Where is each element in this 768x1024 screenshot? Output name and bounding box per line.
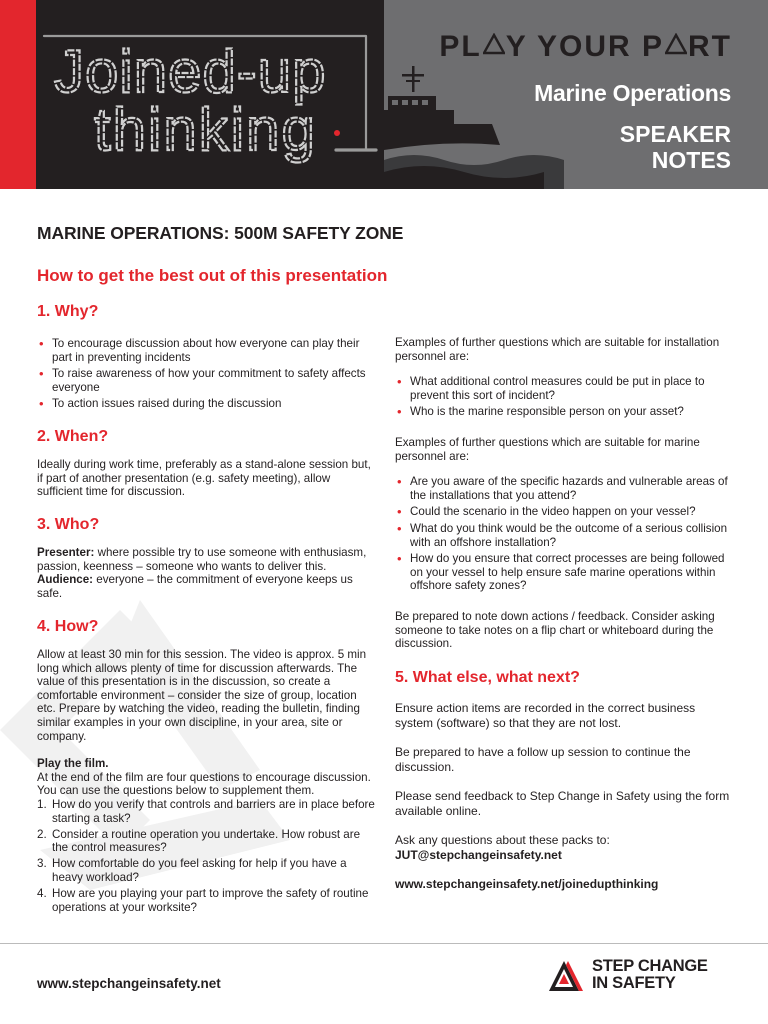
logo-lettering: [54, 38, 327, 163]
list-item: • To raise awareness of how your commitment to safety affects everyone: [39, 366, 366, 394]
bullet-icon: •: [39, 366, 44, 382]
bullet-icon: •: [397, 504, 402, 520]
speaker-notes-label-line2: NOTES: [651, 147, 731, 173]
campaign-title-part3: RT: [688, 30, 732, 63]
joined-up-thinking-logo-panel: [36, 0, 384, 189]
campaign-title: [439, 30, 732, 64]
bullet-icon: •: [397, 404, 402, 420]
bullet-icon: •: [39, 396, 44, 412]
how-heading: 4. How?: [37, 618, 99, 635]
header-subtitle: Marine Operations: [534, 80, 731, 106]
play-film-text: At the end of the film are four questions to encourage discussion. You can use the questions below to supplement them.: [37, 770, 371, 798]
marine-list: [395, 475, 735, 593]
why-heading: 1. Why?: [37, 303, 99, 320]
triangle-a-icon: [483, 29, 505, 63]
joined-up-thinking-logo: [36, 0, 384, 189]
audience-text: Audience: everyone – the commitment of everyone keeps us safe.: [37, 573, 353, 600]
how-section: [37, 648, 377, 917]
header-red-strip: [0, 0, 36, 189]
list-item: • Who is the marine responsible person on your asset?: [397, 404, 684, 420]
how-text: Allow at least 30 min for this session. The video is approx. 5 min long which allows plenty of time for discussion afterwards. The value of this presentation is in the discussion, so create a comfortable environment – consider the size of group, location etc. Prepare by watching the video, reading the bulletin, finding similar examples in your own discipline, in your area, site or company.: [37, 648, 367, 743]
brand-line-1: STEP CHANGE: [592, 957, 708, 975]
presenter-text: Presenter: where possible try to use someone with enthusiasm, passion, keenness – someone who wants to deliver this.: [37, 546, 367, 573]
footer-divider: [0, 943, 768, 944]
when-text: Ideally during work time, preferably as a stand-alone session but, if part of another presentation (e.g. safety meeting), allow sufficient time for discussion.: [37, 458, 371, 499]
installation-intro: Examples of further questions which are suitable for installation personnel are:: [395, 336, 720, 363]
what-next-heading: 5. What else, what next?: [395, 669, 580, 686]
speaker-notes-label-line1: SPEAKER: [619, 121, 731, 147]
when-heading: 2. When?: [37, 428, 109, 445]
campaign-title-part1: PL: [439, 30, 482, 63]
bullet-icon: •: [397, 474, 402, 490]
what-next-text-2: Be prepared to have a follow up session to continue the discussion.: [395, 745, 691, 774]
campaign-title-part2: Y YOUR P: [505, 30, 664, 63]
svg-text:thinking: thinking: [94, 96, 317, 163]
installation-questions: [395, 336, 735, 422]
ask-questions-text: Ask any questions about these packs to:: [395, 833, 610, 847]
who-section: [37, 546, 377, 600]
what-next-section: [395, 701, 735, 892]
list-item: 1. How do you verify that controls and barriers are in place before starting a task?: [37, 797, 375, 825]
list-item: • What do you think would be the outcome of a serious collision with an offshore installation?: [397, 520, 728, 549]
list-item: • Are you aware of the specific hazards and vulnerable areas of the installations that you attend?: [397, 474, 728, 502]
footer-website-link[interactable]: www.stepchangeinsafety.net: [37, 976, 221, 991]
step-change-brand: [592, 958, 708, 991]
list-item: • What additional control measures could be put in place to prevent this sort of incident?: [397, 374, 705, 402]
step-change-logo-icon: [549, 959, 587, 995]
prepare-note: Be prepared to note down actions / feedback. Consider asking someone to take notes on a flip chart or whiteboard during the discussion.: [395, 610, 715, 651]
bullet-icon: •: [397, 520, 402, 536]
question-list: [37, 798, 377, 914]
what-next-text-3: Please send feedback to Step Change in Safety using the form available online.: [395, 789, 730, 818]
list-item: 2. Consider a routine operation you undertake. How robust are the control measures?: [37, 827, 361, 855]
what-next-text-1: Ensure action items are recorded in the correct business system (software) so that they are not lost.: [395, 701, 696, 730]
why-section: [37, 337, 377, 414]
list-item: • To action issues raised during the discussion: [39, 396, 282, 412]
bullet-icon: •: [397, 551, 402, 567]
brand-line-2: IN SAFETY: [592, 973, 676, 992]
triangle-a-icon: [665, 29, 687, 63]
list-item: 4. How are you playing your part to improve the safety of routine operations at your worksite?: [37, 887, 369, 914]
when-section: [37, 458, 377, 499]
list-item: • How do you ensure that correct processes are being followed on your vessel to help ensure safe marine operations within offshore safety zones?: [397, 551, 725, 593]
play-film-label: Play the film.: [37, 757, 109, 771]
list-item: 3. How comfortable do you feel asking for help if you have a heavy workload?: [37, 857, 347, 884]
bullet-icon: •: [397, 374, 402, 390]
marine-questions: [395, 436, 735, 596]
contact-email-link[interactable]: JUT@stepchangeinsafety.net: [395, 848, 562, 862]
bullet-icon: •: [39, 336, 44, 351]
why-list: [37, 337, 377, 411]
list-item: • Could the scenario in the video happen on your vessel?: [397, 504, 696, 520]
svg-text:Joined-up: Joined-up: [54, 38, 327, 105]
who-heading: 3. Who?: [37, 516, 100, 533]
page-title: MARINE OPERATIONS: 500M SAFETY ZONE: [37, 223, 404, 243]
marine-intro: Examples of further questions which are suitable for marine personnel are:: [395, 436, 700, 463]
list-item: • To encourage discussion about how everyone can play their part in preventing incidents: [39, 336, 360, 364]
installation-list: [395, 375, 735, 419]
logo-valve-dot: [334, 130, 340, 136]
joined-up-thinking-link[interactable]: www.stepchangeinsafety.net/joinedupthinking: [395, 877, 659, 891]
intro-heading: How to get the best out of this presentation: [37, 266, 388, 285]
